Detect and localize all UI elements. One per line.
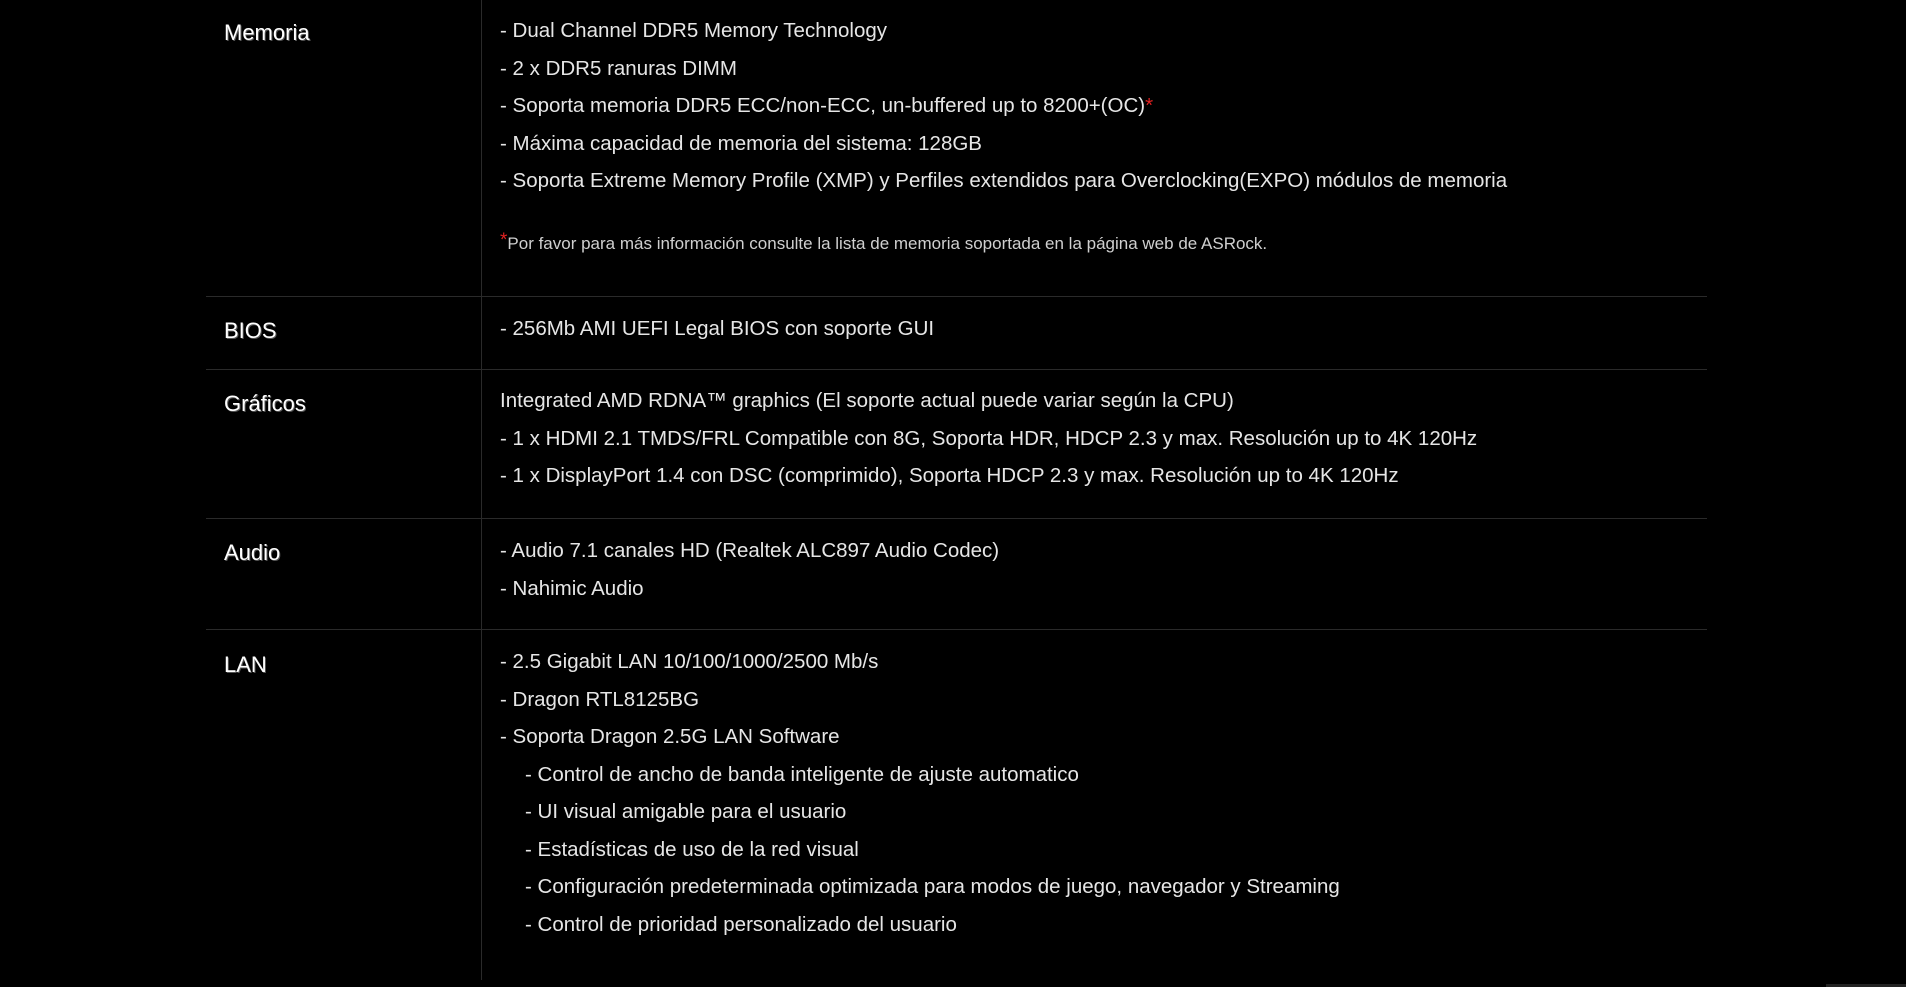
spec-line: - 1 x DisplayPort 1.4 con DSC (comprimido), Soporta HDCP 2.3 y max. Resolución up to 4K 120Hz xyxy=(500,464,1399,487)
footnote-text: Por favor para más información consulte la lista de memoria soportada en la página web de ASRock. xyxy=(507,233,1268,253)
spec-row-memoria xyxy=(206,0,1707,297)
spec-label-lan: LAN xyxy=(206,630,482,980)
spec-line: - Dual Channel DDR5 Memory Technology xyxy=(500,19,888,42)
spec-label-audio: Audio xyxy=(206,519,482,629)
spec-line: Integrated AMD RDNA™ graphics (El soporte actual puede variar según la CPU) xyxy=(500,389,1234,412)
spec-label-bios: BIOS xyxy=(206,297,482,369)
spec-values-bios xyxy=(482,297,1707,369)
spec-line: - Soporta Dragon 2.5G LAN Software xyxy=(500,725,840,748)
memory-footnote xyxy=(500,229,1707,255)
spec-line: - 2.5 Gigabit LAN 10/100/1000/2500 Mb/s xyxy=(500,650,879,673)
spec-line: - Dragon RTL8125BG xyxy=(500,687,700,711)
spec-row-graficos xyxy=(206,370,1707,519)
spec-row-bios xyxy=(206,297,1707,370)
spec-line: - Soporta Extreme Memory Profile (XMP) y Perfiles extendidos para Overclocking(EXPO) módulos de memoria xyxy=(500,169,1508,192)
spec-sub-line: - Configuración predeterminada optimizada para modos de juego, navegador y Streaming xyxy=(525,875,1340,898)
spec-label-graficos: Gráficos xyxy=(206,370,482,518)
asterisk-marker: * xyxy=(500,229,508,251)
spec-line: - Nahimic Audio xyxy=(500,576,644,600)
spec-line-text: - Soporta memoria DDR5 ECC/non-ECC, un-buffered up to 8200+(OC) xyxy=(500,94,1146,117)
spec-label-memoria: Memoria xyxy=(206,0,482,296)
spec-line: - 256Mb AMI UEFI Legal BIOS con soporte GUI xyxy=(500,317,935,340)
spec-table xyxy=(206,0,1707,980)
spec-line: - 1 x HDMI 2.1 TMDS/FRL Compatible con 8G, Soporta HDR, HDCP 2.3 y max. Resolución up to 4K 120Hz xyxy=(500,426,1478,450)
spec-line: - Audio 7.1 canales HD (Realtek ALC897 Audio Codec) xyxy=(500,539,1000,562)
spec-line: - 2 x DDR5 ranuras DIMM xyxy=(500,56,737,80)
spec-sub-line: - Control de prioridad personalizado del usuario xyxy=(525,912,957,936)
spec-values-graficos xyxy=(482,370,1707,518)
spec-line: - Máxima capacidad de memoria del sistema: 128GB xyxy=(500,131,982,155)
spec-row-audio xyxy=(206,519,1707,630)
spec-values-lan xyxy=(482,630,1707,980)
spec-sub-line: - UI visual amigable para el usuario xyxy=(525,800,847,823)
spec-values-memoria xyxy=(482,0,1707,296)
spec-sub-line: - Control de ancho de banda inteligente de ajuste automatico xyxy=(525,762,1079,786)
spec-row-lan xyxy=(206,630,1707,980)
spec-values-audio xyxy=(482,519,1707,629)
spec-sub-line: - Estadísticas de uso de la red visual xyxy=(525,837,859,861)
asterisk-marker: * xyxy=(1145,94,1154,117)
spec-line xyxy=(500,87,1707,125)
